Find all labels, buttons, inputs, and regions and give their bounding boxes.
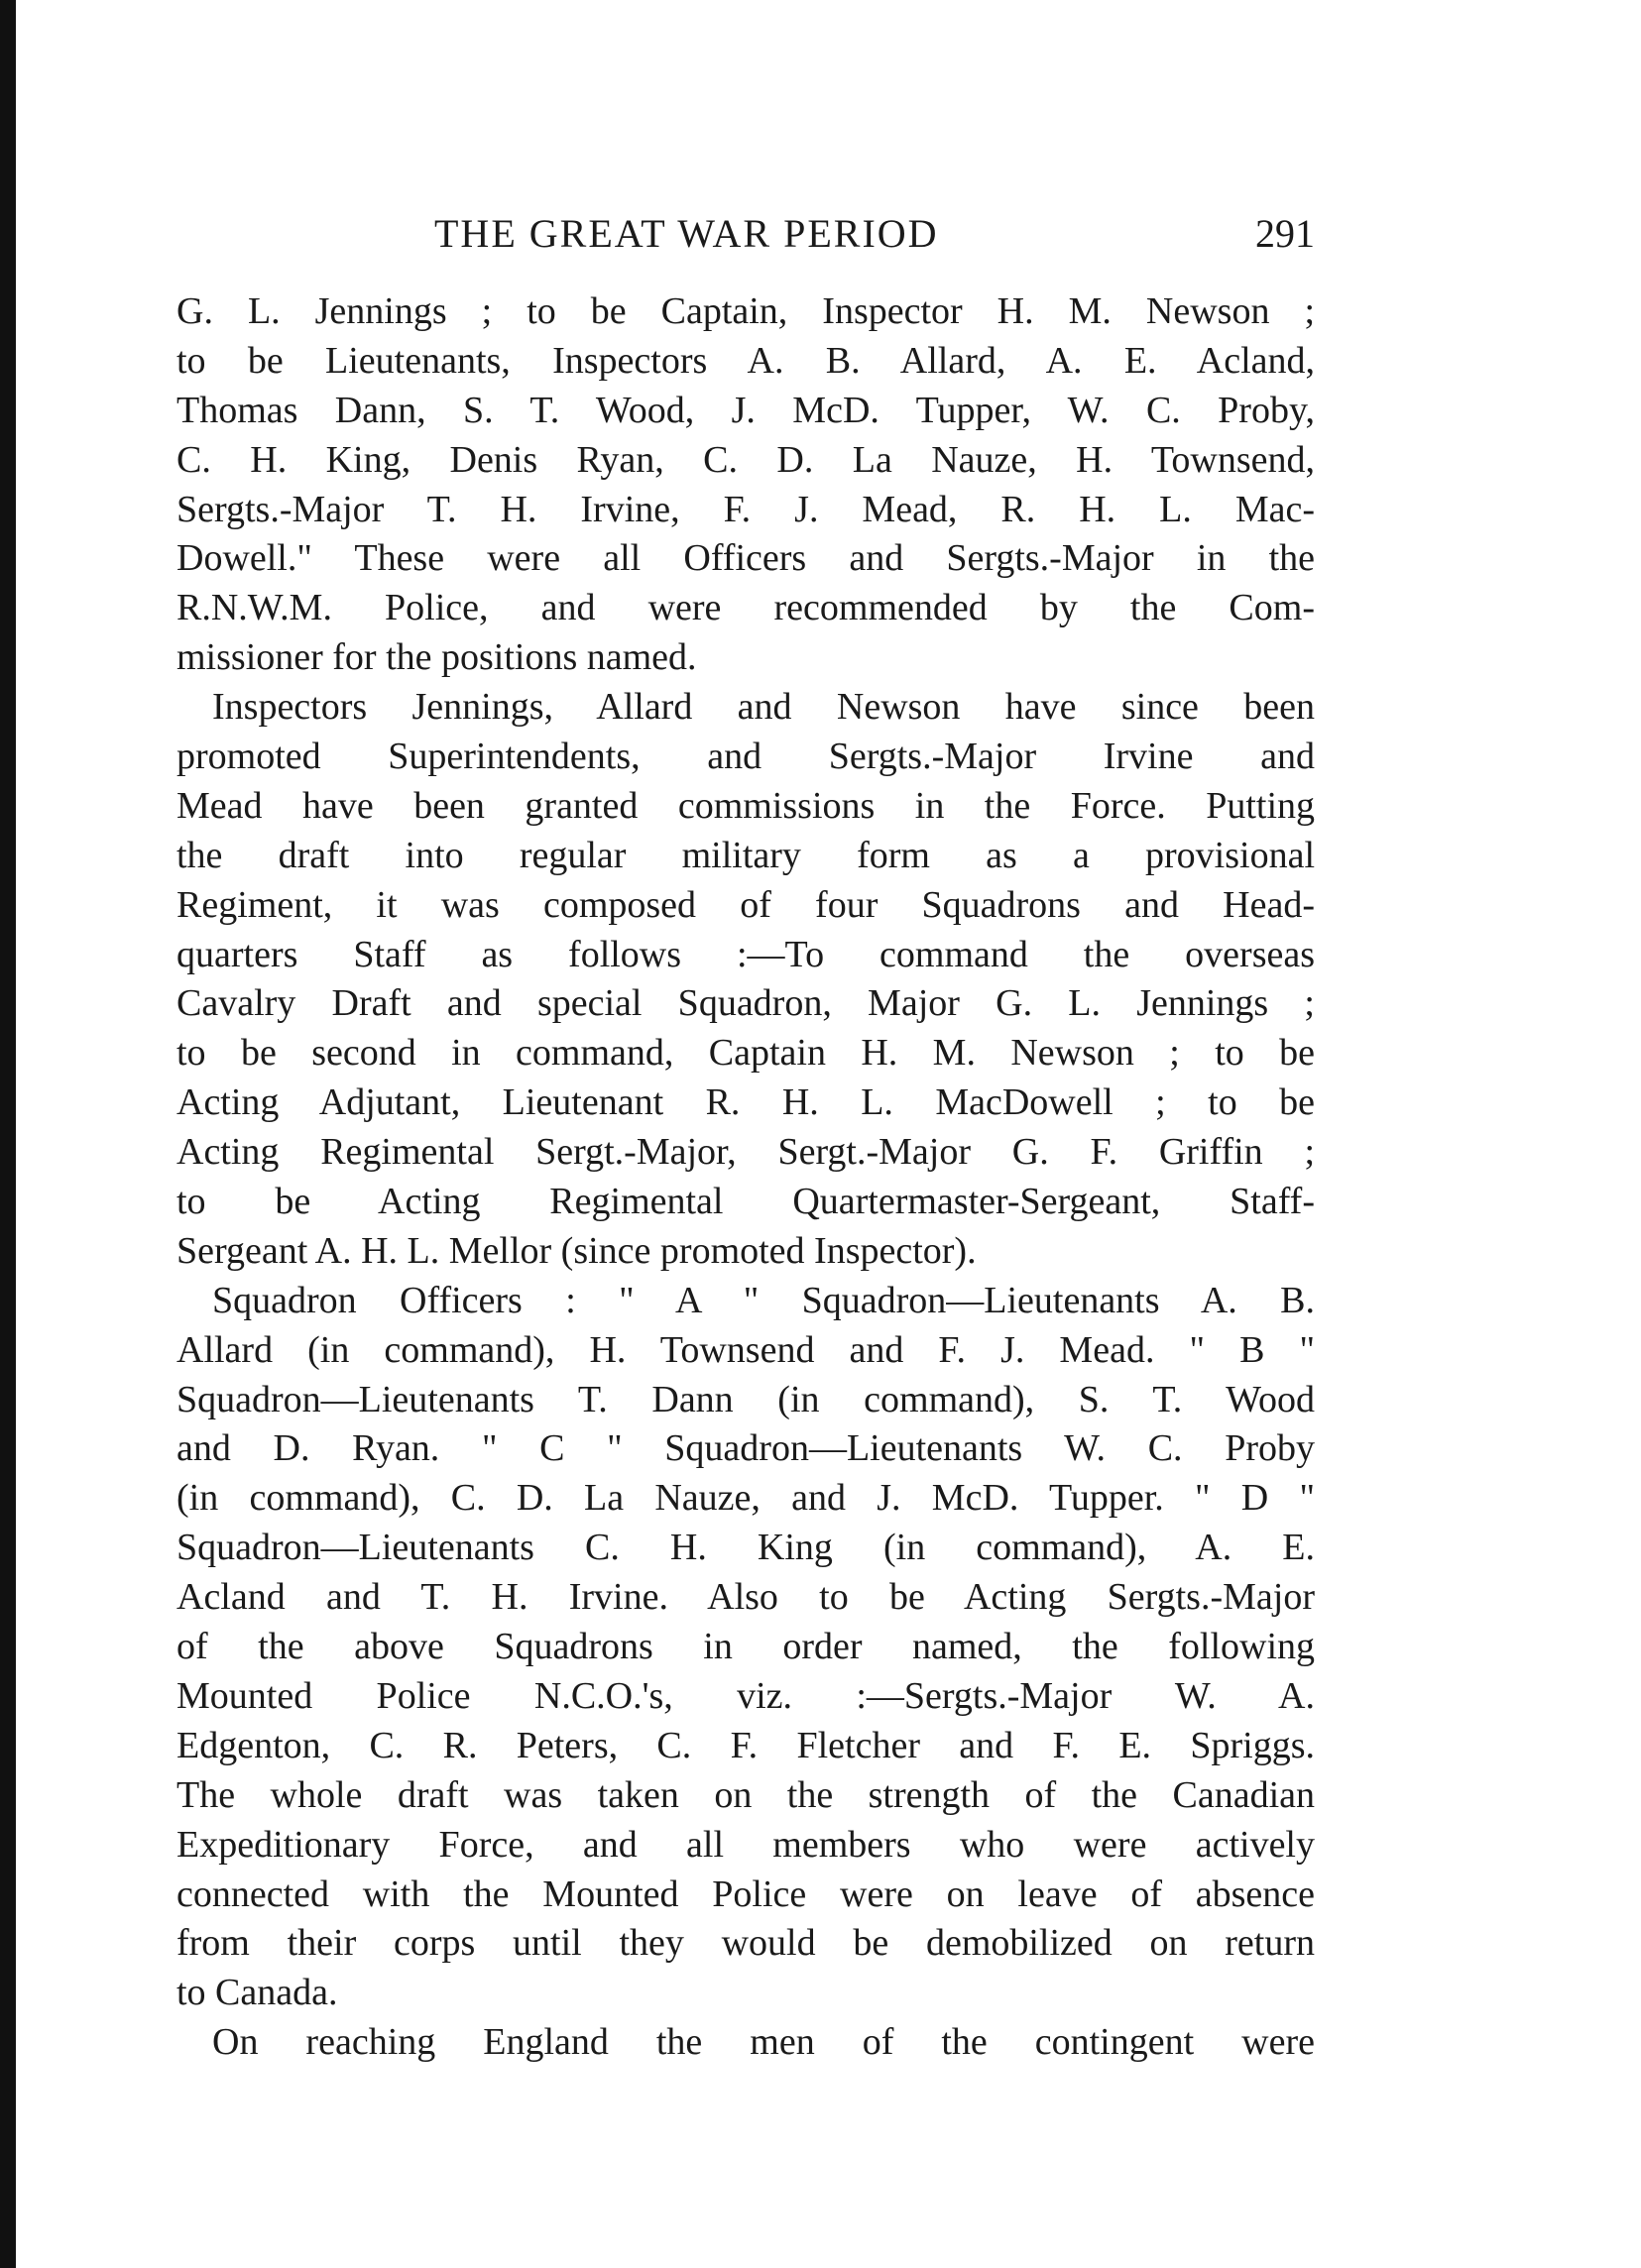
body-text [176,287,1315,2068]
text-line: The whole draft was taken on the strength of the Canadian [176,1773,1315,1816]
text-line: Expeditionary Force, and all members who were actively [176,1823,1315,1866]
binding-edge-shadow [0,0,16,2268]
page-number: 291 [1255,211,1315,256]
paragraph-4 [176,2018,1315,2068]
text-line: the draft into regular military form as a provisional [176,834,1315,876]
text-line: Edgenton, C. R. Peters, C. F. Fletcher and F. E. Spriggs. [176,1724,1315,1766]
paragraph-2 [176,683,1315,1277]
text-line: Mounted Police N.C.O.'s, viz. :—Sergts.-Major W. A. [176,1674,1315,1717]
text-line: connected with the Mounted Police were on leave of absence [176,1872,1315,1915]
text-line: Inspectors Jennings, Allard and Newson have since been [212,686,1315,729]
text-line: from their corps until they would be demobilized on return [176,1922,1315,1965]
text-line: R.N.W.M. Police, and were recommended by the Com- [176,587,1315,629]
text-line: G. L. Jennings ; to be Captain, Inspector H. M. Newson ; [176,290,1315,332]
text-line: missioner for the positions named. [176,636,697,679]
text-line: to be Acting Regimental Quartermaster-Sergeant, Staff- [176,1181,1315,1223]
paragraph-3 [176,1277,1315,2018]
text-line: Acting Adjutant, Lieutenant R. H. L. MacDowell ; to be [176,1081,1315,1124]
text-line: Squadron—Lieutenants C. H. King (in command), A. E. [176,1527,1315,1569]
text-line: Sergeant A. H. L. Mellor (since promoted Inspector). [176,1229,977,1272]
running-head [176,204,1315,264]
text-line: and D. Ryan. " C " Squadron—Lieutenants W. C. Proby [176,1427,1315,1470]
text-line: Cavalry Draft and special Squadron, Major G. L. Jennings ; [176,982,1315,1025]
text-line: Regiment, it was composed of four Squadrons and Head- [176,883,1315,926]
text-line: to Canada. [176,1972,338,2014]
text-line: Sergts.-Major T. H. Irvine, F. J. Mead, R. H. L. Mac- [176,488,1315,530]
text-line: quarters Staff as follows :—To command the overseas [176,933,1315,975]
text-line: Acland and T. H. Irvine. Also to be Acting Sergts.-Major [176,1576,1315,1619]
text-line: promoted Superintendents, and Sergts.-Major Irvine and [176,736,1315,778]
running-title: THE GREAT WAR PERIOD [434,211,939,256]
text-line: (in command), C. D. La Nauze, and J. McD. Tupper. " D " [176,1477,1315,1520]
text-line: Squadron Officers : " A " Squadron—Lieutenants A. B. [212,1279,1315,1321]
text-line: Thomas Dann, S. T. Wood, J. McD. Tupper, W. C. Proby, [176,389,1315,431]
text-line: to be second in command, Captain H. M. Newson ; to be [176,1032,1315,1075]
text-line: Dowell." These were all Officers and Sergts.-Major in the [176,537,1315,580]
text-line: Mead have been granted commissions in the Force. Putting [176,784,1315,827]
paragraph-1 [176,287,1315,683]
text-line: On reaching England the men of the contingent were [212,2021,1315,2064]
text-line: to be Lieutenants, Inspectors A. B. Allard, A. E. Acland, [176,339,1315,382]
text-line: C. H. King, Denis Ryan, C. D. La Nauze, H. Townsend, [176,438,1315,481]
text-line: Allard (in command), H. Townsend and F. J. Mead. " B " [176,1328,1315,1371]
text-line: Acting Regimental Sergt.-Major, Sergt.-Major G. F. Griffin ; [176,1131,1315,1174]
text-line: of the above Squadrons in order named, the following [176,1626,1315,1668]
text-line: Squadron—Lieutenants T. Dann (in command), S. T. Wood [176,1378,1315,1420]
